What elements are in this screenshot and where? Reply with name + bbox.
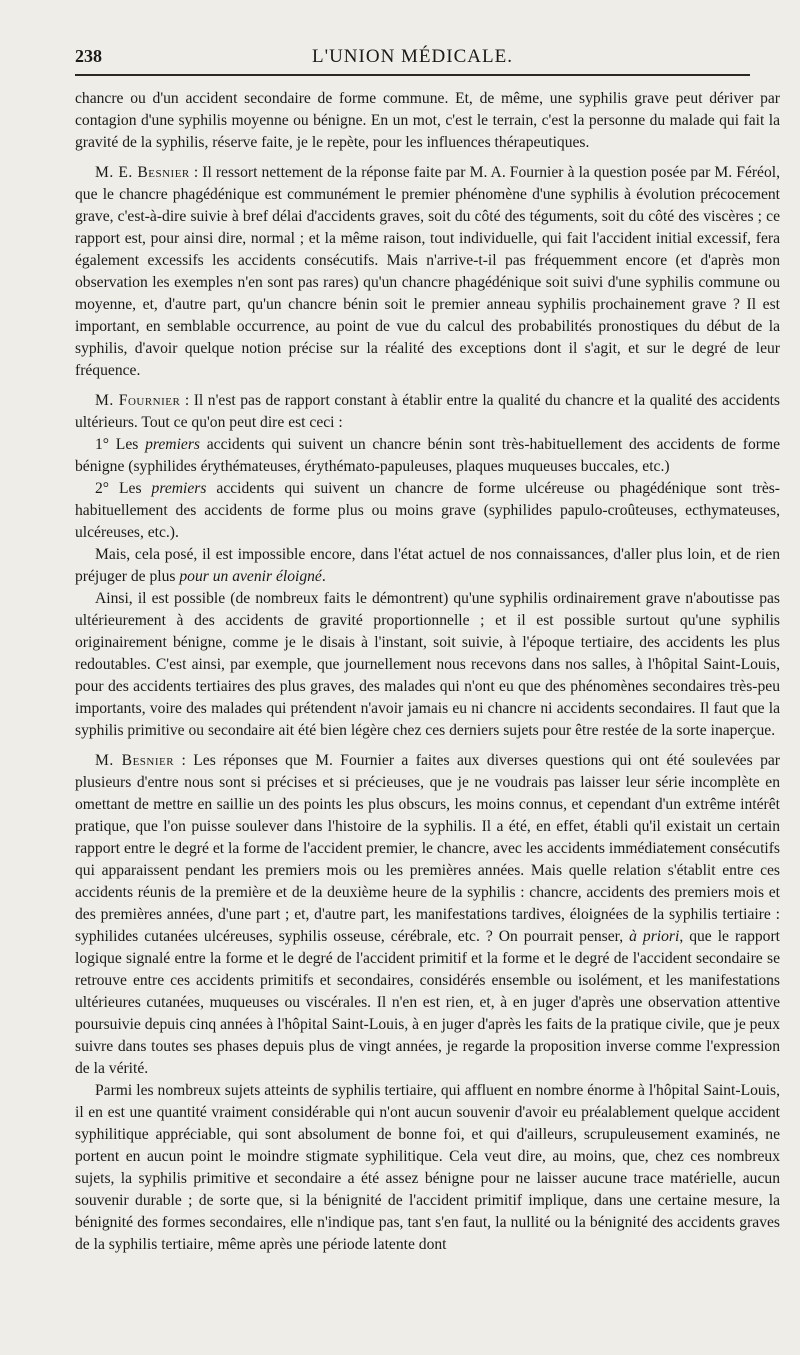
page-number: 238 xyxy=(75,46,102,66)
paragraph-point-2 xyxy=(75,478,780,544)
paragraph-text: Mais, cela posé, il est impossible encore, dans l'état actuel de nos connaissances, d'aller plus loin, et de rien préjuger de plus xyxy=(75,546,780,585)
paragraph-text: Parmi les nombreux sujets atteints de syphilis tertiaire, qui affluent en nombre énorme à l'hôpital Saint-Louis, il en est une quantité vraiment considérable qui n'ont aucun souvenir d'avoir eu préalablement quelque accident syphilitique appréciable, qui sont absolument de bonne foi, et qui d'ailleurs, scrupuleusement examinés, ne portent en aucun point le moindre stigmate syphilitique. Cela veut dire, au moins, que, chez ces nombreux sujets, la syphilis primitive et secondaire a été assez bénigne pour ne laisser aucune trace matérielle, aucun souvenir durable ; de sorte que, si la bénignité de l'accident primitif implique, dans une certaine mesure, la bénignité des formes secondaires, elle n'indique pas, tant s'en faut, la nullité ou la bénignité des accidents graves de la syphilis tertiaire, même après une période latente dont xyxy=(75,1082,780,1253)
paragraph-besnier-2 xyxy=(75,750,780,1080)
paragraph-text: : Il ressort nettement de la réponse faite par M. A. Fournier à la question posée par M. Féréol, que le chancre phagédénique est communément le premier phénomène d'une syphilis à évolution précocement grave, c'est-à-dire suivie à bref délai d'accidents graves, soit du côté des téguments, soit du côté des viscères ; ce rapport est, pour ainsi dire, normal ; et la même raison, tout individuelle, qui fait l'accident initial excessif, fera également excessifs les accidents consécutifs. Mais n'arrive-t-il pas fréquemment encore (et d'après mon observation les exemples n'en sont pas rares) qu'un chancre phagédénique soit suivi d'une syphilis commune ou moyenne, et, d'autre part, qu'un chancre bénin soit le premier anneau syphilis prochainement grave ? Il est important, en semblable occurrence, au point de vue du calcul des probabilités pronostiques du début de la syphilis, d'avoir quelque notion précise sur la réalité des exceptions dont il s'agit, et sur le degré de leur fréquence. xyxy=(75,164,781,379)
emphasis: à priori xyxy=(629,928,680,945)
text-column xyxy=(75,88,780,1256)
speaker-name: M. E. Besnier xyxy=(95,164,190,181)
paragraph-point-1 xyxy=(75,434,780,478)
paragraph-mais xyxy=(75,544,780,588)
paragraph-tail: . xyxy=(321,568,326,585)
journal-title: L'UNION MÉDICALE. xyxy=(312,46,513,67)
paragraph-text: accidents qui suivent un chancre bénin sont très-habituellement des accidents de forme bénigne (syphilides érythémateuses, érythémato-papuleuses, plaques muqueuses buccales, etc.) xyxy=(75,436,780,475)
emphasis: premiers xyxy=(145,436,200,453)
paragraph-besnier-1 xyxy=(75,162,780,382)
paragraph-tail: , que le rapport logique signalé entre la forme et le degré de l'accident primitif et la forme et le degré de l'accident secondaire se retrouve entre ces accidents primitifs et secondaires, considérés ensemble ou isolément, et les manifestations ultérieures cutanées, muqueuses ou viscérales. Il n'en est rien, et, à en juger d'après une observation attentive poursuivie depuis cinq années à l'hôpital Saint-Louis, à en juger d'après les faits de la pratique civile, que je peux suivre dans toutes ses phases depuis plus de vingt années, je regarde la proposition inverse comme l'expression de la vérité. xyxy=(75,928,780,1077)
emphasis: premiers xyxy=(151,480,207,497)
speaker-name: M. Besnier xyxy=(95,752,175,769)
emphasis: pour un avenir éloigné xyxy=(179,568,322,585)
paragraph-text: chancre ou d'un accident secondaire de forme commune. Et, de même, une syphilis grave peut dériver par contagion d'une syphilis moyenne ou bénigne. En un mot, c'est le terrain, c'est la personne du malade qui fait la gravité de la syphilis, réserve faite, je le repète, pour les influences thérapeutiques. xyxy=(75,90,780,151)
paragraph-text: accidents qui suivent un chancre de forme ulcéreuse ou phagédénique sont très-habituellement des accidents de forme plus ou moins grave (syphilides papulo-croûteuses, ecthymateuses, ulcéreuses, etc.). xyxy=(75,480,780,541)
point-lead: 2° Les xyxy=(95,480,152,497)
paragraph-parmi xyxy=(75,1080,780,1256)
running-head xyxy=(75,40,750,74)
header-rule xyxy=(75,74,750,76)
paragraph-ainsi xyxy=(75,588,780,742)
paragraph-text: : Il n'est pas de rapport constant à établir entre la qualité du chancre et la qualité des accidents ultérieurs. Tout ce qu'on peut dire est ceci : xyxy=(75,392,780,431)
paragraph-continuation xyxy=(75,88,780,154)
point-lead: 1° Les xyxy=(95,436,146,453)
paragraph-fournier xyxy=(75,390,780,434)
paragraph-text: : Les réponses que M. Fournier a faites aux diverses questions qui ont été soulevées par plusieurs d'entre nous sont si précises et si précieuses, que je ne voudrais pas laisser leur série incomplète en omettant de mettre en saillie un des points les plus obscurs, les moins connus, et cependant d'un extrême intérêt pratique, que l'on puisse soulever dans l'histoire de la syphilis. Il a été, en effet, établi qu'il existait un certain rapport entre le degré et la forme de l'accident premier, le chancre, avec les accidents immédiatement consécutifs qui apparaissent pendant les premiers mois ou les premières années. Mais quelle relation s'établit entre ces accidents réunis de la première et de la deuxième heure de la syphilis : chancre, accidents des premiers mois et des premières années, d'une part ; et, d'autre part, les manifestations tardives, éloignées de la syphilis tertiaire : syphilides cutanées ulcéreuses, syphilis osseuse, cérébrale, etc. ? On pourrait penser, xyxy=(75,752,780,945)
speaker-name: M. Fournier xyxy=(95,392,181,409)
paragraph-text: Ainsi, il est possible (de nombreux faits le démontrent) qu'une syphilis ordinairement grave n'aboutisse pas ultérieurement à des accidents de gravité proportionnelle ; et il est possible surtout qu'une syphilis originairement bénigne, comme je le disais à l'instant, soit suivie, à l'époque tertiaire, des accidents les plus redoutables. C'est ainsi, par exemple, que journellement nous recevons dans nos salles, à l'hôpital Saint-Louis, pour des accidents tertiaires des plus graves, des malades qui n'ont eu que des phénomènes secondaires très-peu importants, voire des malades qui prétendent n'avoir jamais eu ni chancre ni accidents secondaires. Il faut que la syphilis primitive ou secondaire ait été bien légère chez ces derniers sujets pour être restée de la sorte inaperçue. xyxy=(75,590,780,739)
